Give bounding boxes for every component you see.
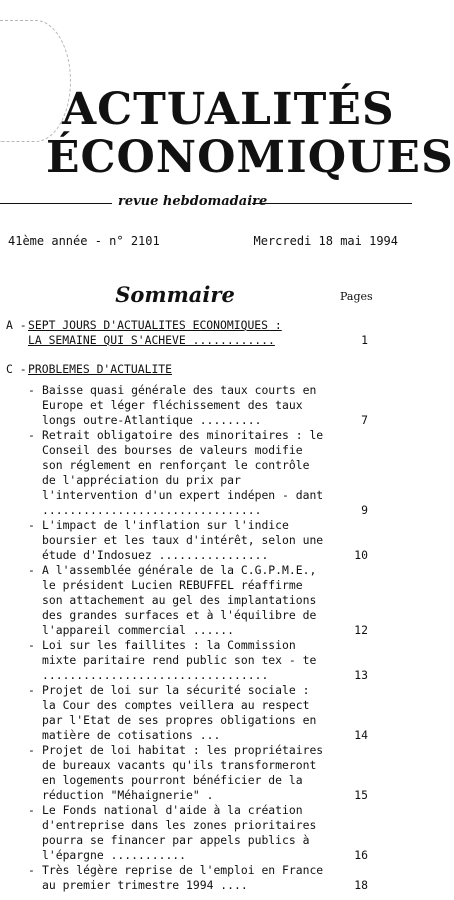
journal-subtitle: revue hebdomadaire: [118, 194, 268, 209]
toc-entry[interactable]: - Très légère reprise de l'emploi en France au premier trimestre 1994 .... 18: [28, 863, 368, 892]
section-c: [6, 362, 406, 377]
page-number: 1: [361, 333, 368, 347]
entry-text: Projet de loi sur la sécurité sociale : la Cour des comptes veillera au respect par l'Etat de ses propres obligations en matière de cotisations ...: [42, 683, 324, 742]
toc-entry[interactable]: - Projet de loi sur la sécurité sociale : la Cour des comptes veillera au respect par l'Etat de ses propres obligations en matière de cotisations ... 14: [28, 683, 368, 742]
issue-number: 41ème année - n° 2101: [8, 234, 160, 248]
section-letter: C -: [6, 362, 27, 376]
section-heading[interactable]: PROBLEMES D'ACTUALITE: [28, 362, 173, 376]
page-number: 9: [361, 503, 368, 517]
rule-left: [0, 203, 112, 204]
toc-entry[interactable]: - A l'assemblée générale de la C.G.P.M.E., le président Lucien REBUFFEL réaffirme son attachement au gel des implantations des grandes surfaces et à l'équilibre de l'appareil commercial ...... 12: [28, 563, 368, 637]
library-stamp: [0, 20, 71, 142]
entry-text: Projet de loi habitat : les propriétaires de bureaux vacants qu'ils transformeront en logements pourront bénéficier de la réduction "Méhaignerie" .: [42, 743, 331, 802]
table-of-contents: [6, 318, 406, 893]
toc-entry[interactable]: - Projet de loi habitat : les propriétaires de bureaux vacants qu'ils transformeront en logements pourront bénéficier de la réduction "Méhaignerie" . 15: [28, 743, 368, 802]
page-number: 13: [354, 668, 368, 682]
pages-column-label: Pages: [340, 290, 373, 303]
toc-entry[interactable]: - Le Fonds national d'aide à la création d'entreprise dans les zones prioritaires pourra se financer par appels publics à l'épargne ........... 16: [28, 803, 368, 862]
entry-text: Le Fonds national d'aide à la création d'entreprise dans les zones prioritaires pourra se financer par appels publics à l'épargne ...........: [42, 803, 324, 862]
section-letter: A -: [6, 318, 27, 332]
page-number: 18: [354, 878, 368, 892]
page-number: 10: [354, 548, 368, 562]
masthead: [0, 0, 454, 250]
page-number: 15: [354, 788, 368, 802]
journal-title-line2: ÉCONOMIQUES: [46, 132, 454, 183]
entry-text: L'impact de l'inflation sur l'indice boursier et les taux d'intérêt, selon une étude d'Indosuez ................: [42, 518, 331, 562]
sommaire-title: Sommaire: [115, 282, 235, 307]
issue-date: Mercredi 18 mai 1994: [253, 234, 398, 248]
page-number: 14: [354, 728, 368, 742]
section-heading[interactable]: SEPT JOURS D'ACTUALITES ECONOMIQUES : LA SEMAINE QUI S'ACHEVE ............: [28, 318, 282, 347]
entry-text: A l'assemblée générale de la C.G.P.M.E., le président Lucien REBUFFEL réaffirme son attachement au gel des implantations des grandes surfaces et à l'équilibre de l'appareil commercial ......: [42, 563, 324, 637]
toc-entry[interactable]: - Baisse quasi générale des taux courts en Europe et léger fléchissement des taux longs outre-Atlantique ......... 7: [28, 383, 368, 427]
entry-text: Très légère reprise de l'emploi en France au premier trimestre 1994 ....: [42, 863, 331, 892]
toc-entry[interactable]: - Loi sur les faillites : la Commission mixte paritaire rend public son tex - te ................................. 13: [28, 638, 368, 682]
toc-entry[interactable]: - L'impact de l'inflation sur l'indice boursier et les taux d'intérêt, selon une étude d'Indosuez ................ 10: [28, 518, 368, 562]
journal-title-line1: ACTUALITÉS: [62, 84, 395, 135]
page-number: 12: [354, 623, 368, 637]
entry-text: Baisse quasi générale des taux courts en Europe et léger fléchissement des taux longs outre-Atlantique .........: [42, 383, 324, 427]
toc-entry[interactable]: - Retrait obligatoire des minoritaires : le Conseil des bourses de valeurs modifie son réglement en renforçant le contrôle de l'appréciation du prix par l'intervention d'un expert indépen - dant ................................ 9: [28, 428, 368, 517]
entry-text: Retrait obligatoire des minoritaires : le Conseil des bourses de valeurs modifie son réglement en renforçant le contrôle de l'appréciation du prix par l'intervention d'un expert indépen - dant ................................: [42, 428, 331, 517]
entry-text: Loi sur les faillites : la Commission mixte paritaire rend public son tex - te .................................: [42, 638, 324, 682]
page-number: 7: [361, 413, 368, 427]
rule-right: [252, 203, 412, 204]
subtitle-row: [0, 193, 412, 213]
section-a: [6, 318, 406, 348]
page-number: 16: [354, 848, 368, 862]
